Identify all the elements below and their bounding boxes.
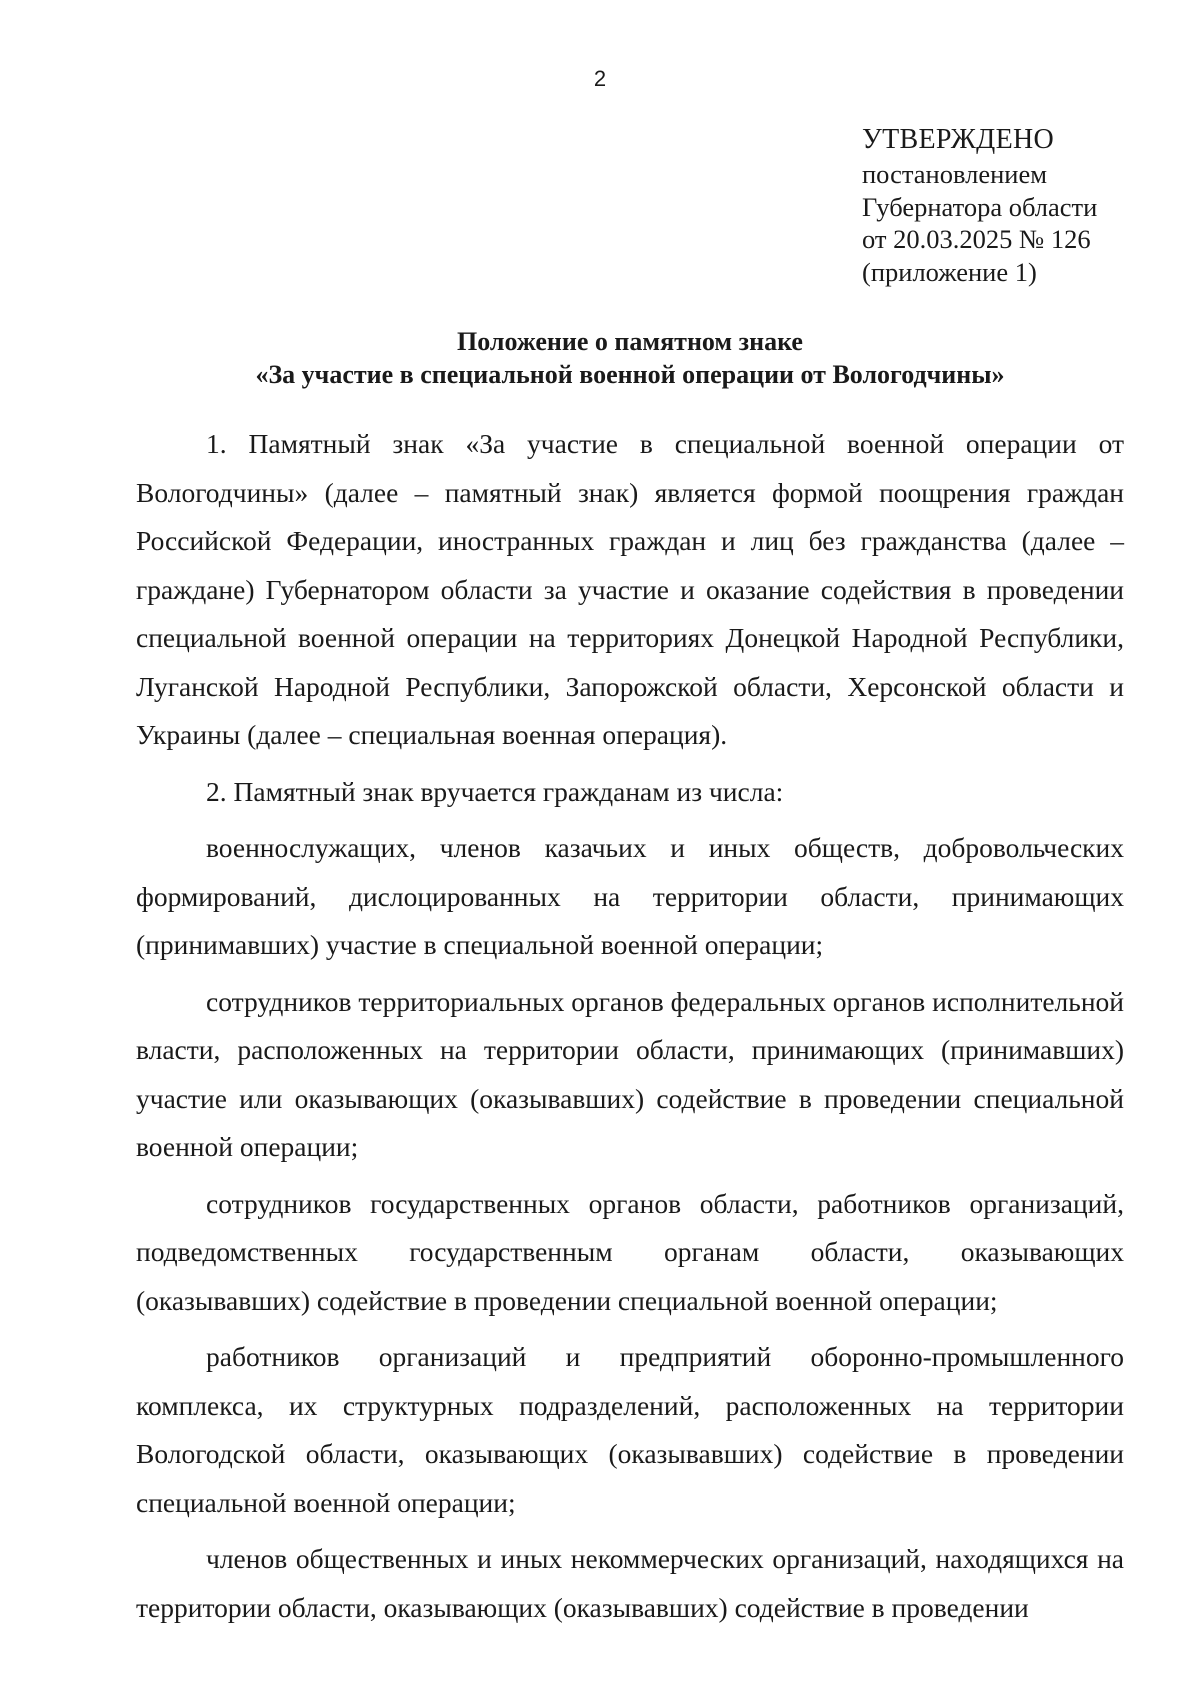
list-item-regional-employees: сотрудников государственных органов области, работников организаций, подведомственных государственным органам области, оказывающих (оказывавших) содействие в проведении специальной военной операции; bbox=[136, 1187, 1124, 1316]
approval-line: Губернатора области bbox=[862, 191, 1098, 222]
approval-line: (приложение 1) bbox=[862, 256, 1037, 287]
list-item-defense-industry: работников организаций и предприятий оборонно-промышленного комплекса, их структурных подразделений, расположенных на территории Вологодской области, оказывающих (оказывавших) содействие в проведении специальной военной операции; bbox=[136, 1341, 1124, 1518]
approval-line: от 20.03.2025 № 126 bbox=[862, 224, 1091, 254]
list-item-servicemen: военнослужащих, членов казачьих и иных обществ, добровольческих формирований, дислоцированных на территории области, принимающих (принимавших) участие в специальной военной операции; bbox=[136, 832, 1124, 960]
paragraph-1: 1. Памятный знак «За участие в специальной военной операции от Вологодчины» (далее – памятный знак) является формой поощрения граждан Российской Федерации, иностранных граждан и лиц без гражданства (далее – граждане) Губернатором области за участие и оказание содействия в проведении специальной военной операции на территориях Донецкой Народной Республики, Луганской Народной Республики, Запорожской области, Херсонской области и Украины (далее – специальная военная операция). bbox=[136, 428, 1124, 750]
title-line-2: «За участие в специальной военной операции от Вологодчины» bbox=[255, 360, 1005, 389]
document-title bbox=[136, 325, 1124, 391]
list-item-ngo-members: членов общественных и иных некоммерческих организаций, находящихся на территории области, оказывающих (оказывавших) содействие в проведении bbox=[136, 1543, 1124, 1623]
document-body bbox=[136, 420, 1124, 1632]
paragraph-2: 2. Памятный знак вручается гражданам из числа: bbox=[206, 775, 784, 807]
approval-stamp bbox=[862, 122, 1182, 288]
title-line-1: Положение о памятном знаке bbox=[457, 327, 803, 356]
list-item-federal-employees: сотрудников территориальных органов федеральных органов исполнительной власти, расположенных на территории области, принимающих (принимавших) участие или оказывающих (оказывавших) содействие в проведении специальной военной операции; bbox=[136, 985, 1124, 1162]
approval-line: постановлением bbox=[862, 159, 1047, 189]
page-number: 2 bbox=[593, 66, 607, 91]
approval-heading: УТВЕРЖДЕНО bbox=[862, 124, 1055, 155]
